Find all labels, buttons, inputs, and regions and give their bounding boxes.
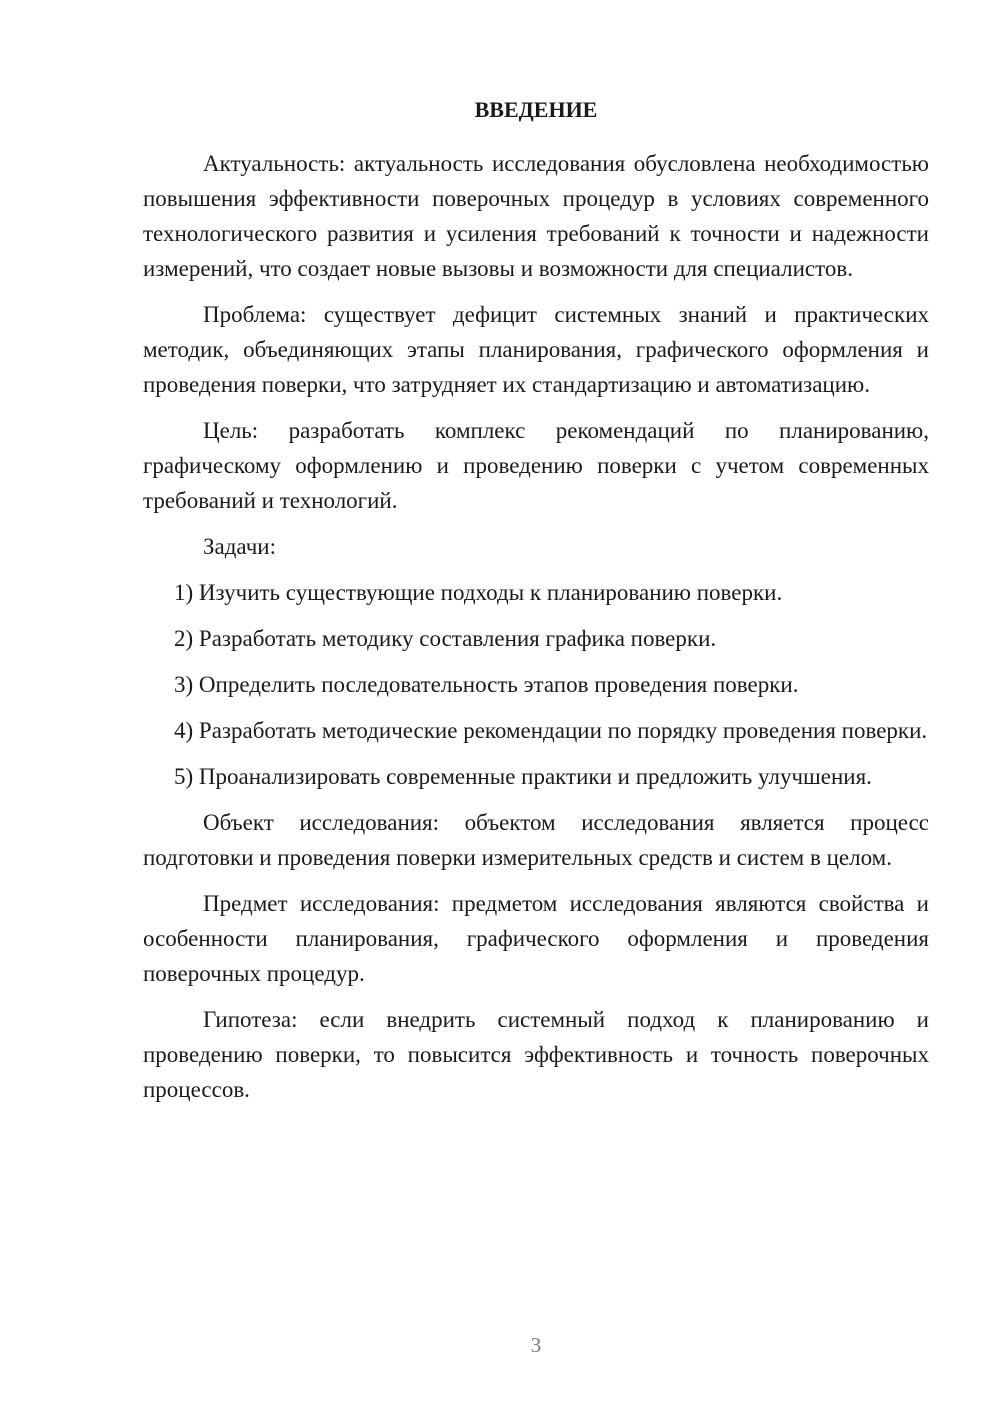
goal-paragraph: Цель: разработать комплекс рекомендаций по планированию, графическому оформлению и проведению поверки с учетом современных требований и технологий. xyxy=(143,418,929,513)
task-item-1: 1) Изучить существующие подходы к планированию поверки. xyxy=(174,580,783,605)
document-page xyxy=(143,92,929,1118)
task-item-3: 3) Определить последовательность этапов проведения поверки. xyxy=(174,672,799,697)
object-paragraph: Объект исследования: объектом исследования является процесс подготовки и проведения поверки измерительных средств и систем в целом. xyxy=(143,810,929,870)
relevance-paragraph: Актуальность: актуальность исследования обусловлена необходимостью повышения эффективности поверочных процедур в условиях современного технологического развития и усиления требований к точности и надежности измерений, что создает новые вызовы и возможности для специалистов. xyxy=(143,151,929,281)
task-item-2: 2) Разработать методику составления графика поверки. xyxy=(174,626,717,651)
page-title: ВВЕДЕНИЕ xyxy=(474,97,598,122)
hypothesis-paragraph: Гипотеза: если внедрить системный подход к планированию и проведению поверки, то повысится эффективность и точность поверочных процессов. xyxy=(143,1007,929,1102)
problem-paragraph: Проблема: существует дефицит системных знаний и практических методик, объединяющих этапы планирования, графического оформления и проведения поверки, что затрудняет их стандартизацию и автоматизацию. xyxy=(143,302,929,397)
task-item-4: 4) Разработать методические рекомендации по порядку проведения поверки. xyxy=(174,718,928,743)
tasks-heading: Задачи: xyxy=(203,534,276,559)
page-number: 3 xyxy=(530,1333,542,1357)
subject-paragraph: Предмет исследования: предметом исследования являются свойства и особенности планирования, графического оформления и проведения поверочных процедур. xyxy=(143,891,929,986)
task-item-5: 5) Проанализировать современные практики и предложить улучшения. xyxy=(174,764,872,789)
